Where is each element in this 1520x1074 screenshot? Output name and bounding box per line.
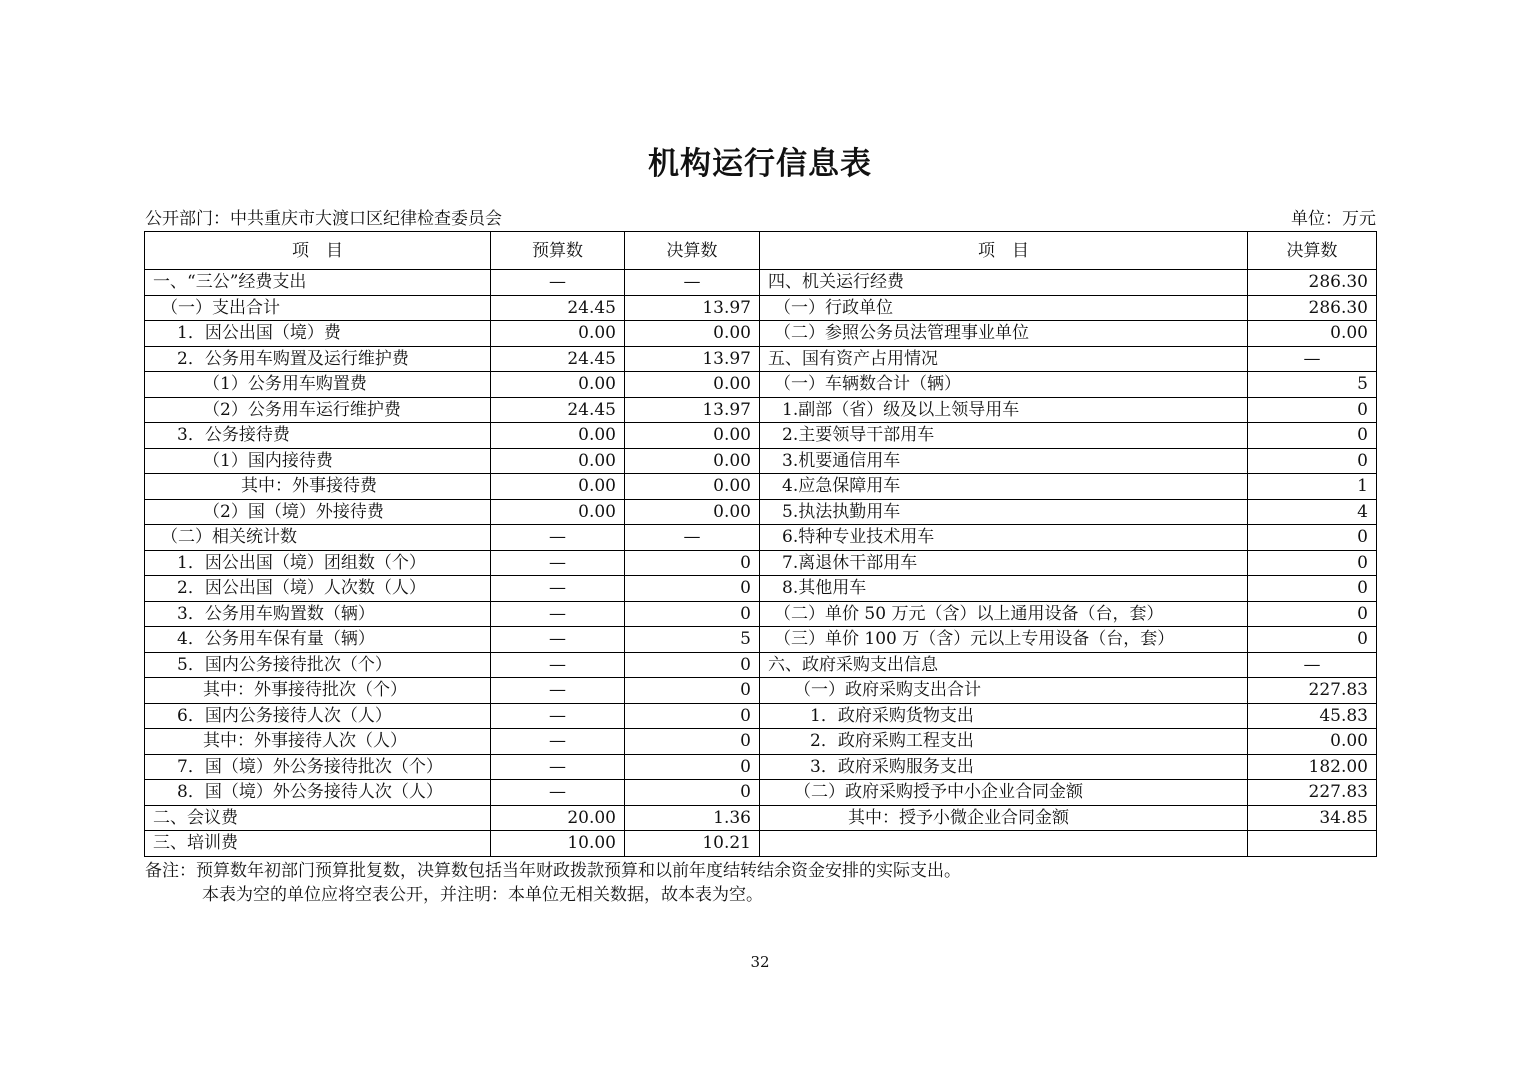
row-final-right: 0.00 (1248, 729, 1377, 755)
department-label: 公开部门：中共重庆市大渡口区纪律检查委员会 (145, 209, 502, 229)
row-budget: 0.00 (491, 474, 625, 500)
row-final-right: 0 (1248, 576, 1377, 602)
table-body (145, 270, 1377, 857)
table-row (145, 295, 1377, 321)
header-budget: 预算数 (491, 232, 625, 270)
table-row (145, 346, 1377, 372)
row-item-left: （2）国（境）外接待费 (145, 499, 491, 525)
row-final-left: 0.00 (625, 448, 760, 474)
table-row (145, 703, 1377, 729)
table-row (145, 474, 1377, 500)
row-item-left: 其中：外事接待费 (145, 474, 491, 500)
row-budget: 0.00 (491, 372, 625, 398)
row-budget: 24.45 (491, 295, 625, 321)
table-row (145, 754, 1377, 780)
row-final-right: 286.30 (1248, 295, 1377, 321)
row-final-right: 0 (1248, 448, 1377, 474)
row-item-right: 5.执法执勤用车 (760, 499, 1248, 525)
row-budget: — (491, 652, 625, 678)
row-item-right: 3.机要通信用车 (760, 448, 1248, 474)
row-budget: — (491, 550, 625, 576)
row-final-left: 0.00 (625, 372, 760, 398)
row-final-left: 0 (625, 729, 760, 755)
row-item-right: （二）单价 50 万元（含）以上通用设备（台，套） (760, 601, 1248, 627)
row-budget: — (491, 270, 625, 296)
table-row (145, 601, 1377, 627)
row-budget: — (491, 703, 625, 729)
row-item-left: 2．公务用车购置及运行维护费 (145, 346, 491, 372)
row-item-left: 三、培训费 (145, 831, 491, 857)
row-final-left: 0 (625, 550, 760, 576)
row-final-left: 0 (625, 703, 760, 729)
row-final-right: 0 (1248, 627, 1377, 653)
row-final-right: 45.83 (1248, 703, 1377, 729)
header-final-right: 决算数 (1248, 232, 1377, 270)
info-table (144, 231, 1377, 857)
row-item-left: （一）支出合计 (145, 295, 491, 321)
row-final-right: 182.00 (1248, 754, 1377, 780)
row-final-left: 13.97 (625, 397, 760, 423)
header-item-left: 项 目 (145, 232, 491, 270)
row-final-right: 34.85 (1248, 805, 1377, 831)
table-row (145, 831, 1377, 857)
row-final-right: 1 (1248, 474, 1377, 500)
row-item-left: 8．国（境）外公务接待人次（人） (145, 780, 491, 806)
row-budget: 0.00 (491, 423, 625, 449)
row-final-left: 0.00 (625, 474, 760, 500)
row-budget: 0.00 (491, 321, 625, 347)
row-final-left: — (625, 525, 760, 551)
row-item-right: （三）单价 100 万（含）元以上专用设备（台，套） (760, 627, 1248, 653)
row-budget: — (491, 627, 625, 653)
row-final-right: 227.83 (1248, 678, 1377, 704)
row-final-right: 0 (1248, 525, 1377, 551)
row-budget: — (491, 780, 625, 806)
row-budget: 10.00 (491, 831, 625, 857)
notes (145, 859, 961, 907)
row-budget: — (491, 729, 625, 755)
table-row (145, 372, 1377, 398)
row-item-right: 五、国有资产占用情况 (760, 346, 1248, 372)
row-item-left: 二、会议费 (145, 805, 491, 831)
row-final-left: 0 (625, 576, 760, 602)
row-item-right: 其中：授予小微企业合同金额 (760, 805, 1248, 831)
row-final-right: 286.30 (1248, 270, 1377, 296)
row-final-left: 13.97 (625, 346, 760, 372)
row-budget: 0.00 (491, 448, 625, 474)
row-budget: — (491, 525, 625, 551)
row-item-left: （1）公务用车购置费 (145, 372, 491, 398)
row-final-right: 227.83 (1248, 780, 1377, 806)
note-line-2: 本表为空的单位应将空表公开，并注明：本单位无相关数据，故本表为空。 (202, 885, 763, 905)
row-final-left: 10.21 (625, 831, 760, 857)
row-item-right: 6.特种专业技术用车 (760, 525, 1248, 551)
row-item-right: 1．政府采购货物支出 (760, 703, 1248, 729)
table-row (145, 652, 1377, 678)
table-row (145, 780, 1377, 806)
row-final-right: 0.00 (1248, 321, 1377, 347)
row-final-right: 0 (1248, 397, 1377, 423)
row-item-left: 1．因公出国（境）费 (145, 321, 491, 347)
row-budget: 20.00 (491, 805, 625, 831)
row-final-right: — (1248, 346, 1377, 372)
table-row (145, 397, 1377, 423)
row-final-left: 13.97 (625, 295, 760, 321)
table-row (145, 729, 1377, 755)
unit-label: 单位：万元 (1291, 209, 1376, 229)
row-budget: 0.00 (491, 499, 625, 525)
row-budget: — (491, 601, 625, 627)
row-final-right: — (1248, 652, 1377, 678)
row-budget: — (491, 576, 625, 602)
row-item-left: 其中：外事接待人次（人） (145, 729, 491, 755)
table-row (145, 550, 1377, 576)
table-row (145, 525, 1377, 551)
row-item-right (760, 831, 1248, 857)
row-item-left: 2．因公出国（境）人次数（人） (145, 576, 491, 602)
row-final-right (1248, 831, 1377, 857)
table-row (145, 321, 1377, 347)
row-final-left: 0 (625, 780, 760, 806)
row-item-right: （一）行政单位 (760, 295, 1248, 321)
row-item-left: 5．国内公务接待批次（个） (145, 652, 491, 678)
row-final-left: 0.00 (625, 423, 760, 449)
page-number: 32 (750, 953, 770, 971)
row-item-left: 其中：外事接待批次（个） (145, 678, 491, 704)
table-row (145, 678, 1377, 704)
row-item-right: 2．政府采购工程支出 (760, 729, 1248, 755)
table-row (145, 423, 1377, 449)
row-final-left: 0.00 (625, 321, 760, 347)
row-final-left: 0 (625, 678, 760, 704)
table-row (145, 576, 1377, 602)
table-row (145, 448, 1377, 474)
row-item-left: （二）相关统计数 (145, 525, 491, 551)
row-item-right: 7.离退休干部用车 (760, 550, 1248, 576)
row-item-right: （一）车辆数合计（辆） (760, 372, 1248, 398)
row-item-left: 7．国（境）外公务接待批次（个） (145, 754, 491, 780)
row-final-right: 0 (1248, 550, 1377, 576)
table-row (145, 805, 1377, 831)
row-final-left: 0 (625, 601, 760, 627)
row-item-right: 4.应急保障用车 (760, 474, 1248, 500)
row-budget: 24.45 (491, 397, 625, 423)
row-item-left: 4．公务用车保有量（辆） (145, 627, 491, 653)
row-item-right: 8.其他用车 (760, 576, 1248, 602)
row-final-right: 0 (1248, 423, 1377, 449)
header-item-right: 项 目 (760, 232, 1248, 270)
row-item-right: 3．政府采购服务支出 (760, 754, 1248, 780)
row-item-left: 一、“三公”经费支出 (145, 270, 491, 296)
row-final-left: 0.00 (625, 499, 760, 525)
row-item-left: 3．公务用车购置数（辆） (145, 601, 491, 627)
row-item-left: （2）公务用车运行维护费 (145, 397, 491, 423)
row-item-right: （二）政府采购授予中小企业合同金额 (760, 780, 1248, 806)
row-final-left: 1.36 (625, 805, 760, 831)
page-title: 机构运行信息表 (648, 146, 872, 182)
row-budget: 24.45 (491, 346, 625, 372)
row-item-right: 1.副部（省）级及以上领导用车 (760, 397, 1248, 423)
table-row (145, 499, 1377, 525)
row-item-right: （一）政府采购支出合计 (760, 678, 1248, 704)
row-item-left: 3．公务接待费 (145, 423, 491, 449)
note-line-1: 备注：预算数年初部门预算批复数，决算数包括当年财政拨款预算和以前年度结转结余资金安排的实际支出。 (145, 861, 961, 881)
row-final-left: 5 (625, 627, 760, 653)
row-final-left: 0 (625, 754, 760, 780)
row-final-right: 4 (1248, 499, 1377, 525)
table-header-row (145, 232, 1377, 270)
row-item-right: （二）参照公务员法管理事业单位 (760, 321, 1248, 347)
row-budget: — (491, 678, 625, 704)
row-final-right: 0 (1248, 601, 1377, 627)
row-item-right: 2.主要领导干部用车 (760, 423, 1248, 449)
row-item-left: 1．因公出国（境）团组数（个） (145, 550, 491, 576)
row-final-right: 5 (1248, 372, 1377, 398)
row-item-left: 6．国内公务接待人次（人） (145, 703, 491, 729)
row-item-right: 六、政府采购支出信息 (760, 652, 1248, 678)
header-final-left: 决算数 (625, 232, 760, 270)
row-item-left: （1）国内接待费 (145, 448, 491, 474)
table-meta (145, 207, 1376, 231)
row-final-left: — (625, 270, 760, 296)
row-budget: — (491, 754, 625, 780)
row-item-right: 四、机关运行经费 (760, 270, 1248, 296)
table-row (145, 627, 1377, 653)
row-final-left: 0 (625, 652, 760, 678)
table-row (145, 270, 1377, 296)
